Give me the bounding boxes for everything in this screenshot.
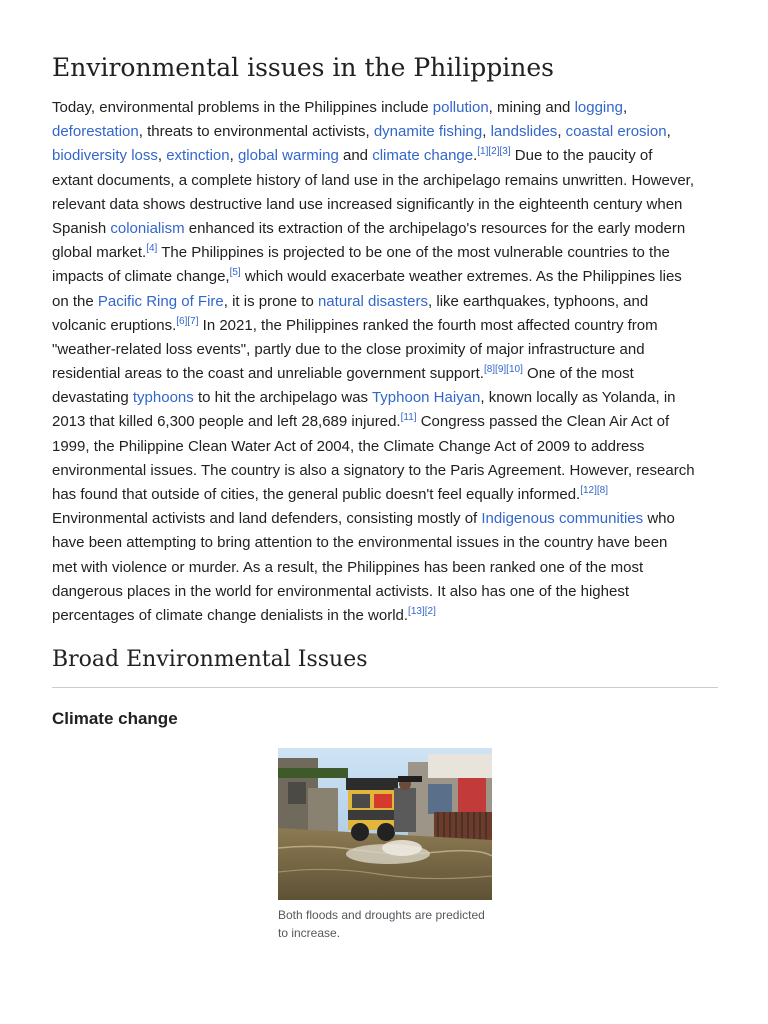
text-run: One of the most — [522, 365, 634, 383]
paragraph-line — [52, 169, 724, 193]
citation-ref[interactable]: [5] — [229, 267, 241, 279]
text-run: dangerous places in the world for environmental activists. It also has one of the highest — [52, 582, 629, 600]
flood-figure — [278, 748, 492, 942]
text-run: volcanic eruptions. — [52, 316, 177, 334]
text-run: Spanish — [52, 219, 111, 237]
paragraph-line — [52, 120, 724, 144]
text-run: on the — [52, 292, 98, 310]
paragraph-line — [52, 410, 724, 434]
wiki-link[interactable]: coastal erosion — [565, 123, 667, 141]
paragraph-line — [52, 290, 724, 314]
paragraph-line — [52, 459, 724, 483]
wiki-link[interactable]: natural disasters — [317, 292, 429, 310]
wiki-link[interactable]: climate change — [372, 147, 474, 165]
wiki-link[interactable]: landslides — [490, 123, 558, 141]
wiki-link[interactable]: Pacific Ring of Fire — [97, 292, 224, 310]
text-run: relevant data shows destructive land use increased significantly in the eighteenth century when — [52, 195, 683, 213]
text-run: 2013 that killed 6,300 people and left 28,689 injured. — [52, 413, 401, 431]
paragraph-line — [52, 483, 724, 507]
wiki-link[interactable]: biodiversity loss — [52, 147, 158, 165]
text-run: , it is prone to — [223, 292, 318, 310]
citation-ref[interactable]: [1][2][3] — [477, 146, 511, 158]
wiki-link[interactable]: deforestation — [52, 123, 139, 141]
text-run: , threats to environmental activists, — [138, 123, 374, 141]
paragraph-line — [52, 338, 724, 362]
citation-ref[interactable]: [6][7] — [176, 315, 199, 327]
text-run: percentages of climate change denialists in the world. — [52, 606, 409, 624]
paragraph-line — [52, 314, 724, 338]
text-run: residential areas to the coast and unreliable government support. — [52, 365, 484, 383]
citation-ref[interactable]: [8][9][10] — [483, 364, 523, 376]
text-run: , mining and — [488, 99, 575, 116]
text-run: extant documents, a complete history of land use in the archipelago remains unwritten. However, — [52, 171, 695, 189]
paragraph-line — [52, 386, 724, 410]
citation-ref[interactable]: [11] — [400, 412, 417, 424]
paragraph-line — [52, 604, 724, 628]
paragraph-line — [52, 96, 724, 120]
paragraph-line — [52, 580, 724, 604]
wiki-link[interactable]: typhoons — [132, 389, 194, 407]
wiki-link[interactable]: Indigenous communities — [481, 510, 644, 528]
intro-paragraph — [52, 96, 724, 628]
text-run: Environmental activists and land defenders, consisting mostly of — [52, 510, 482, 528]
text-run: Today, environmental problems in the Philippines include — [52, 99, 433, 116]
text-run: , like earthquakes, typhoons, and — [428, 292, 649, 310]
text-run: met with violence or murder. As a result, the Philippines has been ranked one of the most — [52, 558, 644, 576]
citation-ref[interactable]: [12][8] — [580, 485, 609, 496]
flood-photo[interactable] — [278, 748, 492, 900]
text-run: In 2021, the Philippines ranked the fourth most affected country from — [198, 316, 658, 334]
paragraph-line — [52, 193, 724, 217]
paragraph-line — [52, 507, 724, 531]
text-run: Due to the paucity of — [510, 147, 653, 165]
paragraph-line — [52, 556, 724, 580]
text-run: has found that outside of cities, the general public doesn't feel equally informed. — [52, 486, 581, 503]
text-run: , — [666, 123, 671, 141]
text-run: The Philippines is projected to be one of the most vulnerable countries to the — [157, 244, 670, 262]
text-run: , — [557, 123, 566, 141]
wiki-link[interactable]: extinction — [166, 147, 230, 165]
paragraph-line — [52, 265, 724, 289]
paragraph-line — [52, 241, 724, 265]
figure-caption: Both floods and droughts are predicted to increase. — [278, 908, 485, 940]
text-run: , — [229, 147, 238, 165]
text-run: enhanced its extraction of the archipelago's resources for the early modern — [184, 219, 686, 237]
wiki-link[interactable]: dynamite fishing — [373, 123, 483, 141]
text-run: Congress passed the Clean Air Act of — [416, 413, 670, 431]
text-run: . — [473, 147, 478, 165]
wiki-link[interactable]: logging — [574, 99, 623, 116]
paragraph-line — [52, 144, 724, 168]
text-run: impacts of climate change, — [52, 268, 230, 286]
text-run: and — [338, 147, 373, 165]
text-run: to hit the archipelago was — [193, 389, 372, 407]
text-run: who — [643, 510, 675, 528]
citation-ref[interactable]: [13][2] — [408, 605, 436, 617]
paragraph-line — [52, 435, 724, 459]
page-title: Environmental issues in the Philippines — [52, 53, 554, 82]
text-run: environmental issues. The country is also a signatory to the Paris Agreement. However, research — [52, 461, 695, 479]
text-run: have been attempting to bring attention to the environmental issues in the country have been — [52, 534, 668, 552]
wiki-link[interactable]: pollution — [432, 99, 489, 116]
subsection-heading: Climate change — [52, 709, 178, 728]
section-divider — [52, 687, 718, 688]
section-heading: Broad Environmental Issues — [52, 647, 368, 672]
citation-ref[interactable]: [4] — [146, 243, 158, 255]
text-run: which would exacerbate weather extremes. As the Philippines lies — [240, 268, 682, 286]
text-run: , known locally as Yolanda, in — [480, 389, 676, 407]
wiki-link[interactable]: colonialism — [110, 219, 185, 237]
text-run: 1999, the Philippine Clean Water Act of 2004, the Climate Change Act of 2009 to address — [52, 437, 645, 455]
text-run: , — [622, 99, 628, 116]
text-run: "weather-related loss events", partly due to the close proximity of major infrastructure and — [52, 340, 645, 358]
paragraph-line — [52, 362, 724, 386]
text-run: , — [482, 123, 491, 141]
text-run: global market. — [52, 244, 147, 262]
text-run: devastating — [52, 389, 133, 407]
text-run: , — [157, 147, 167, 165]
paragraph-line — [52, 217, 724, 241]
paragraph-line — [52, 531, 724, 555]
wiki-link[interactable]: Typhoon Haiyan — [371, 389, 481, 407]
wiki-link[interactable]: global warming — [237, 147, 339, 165]
